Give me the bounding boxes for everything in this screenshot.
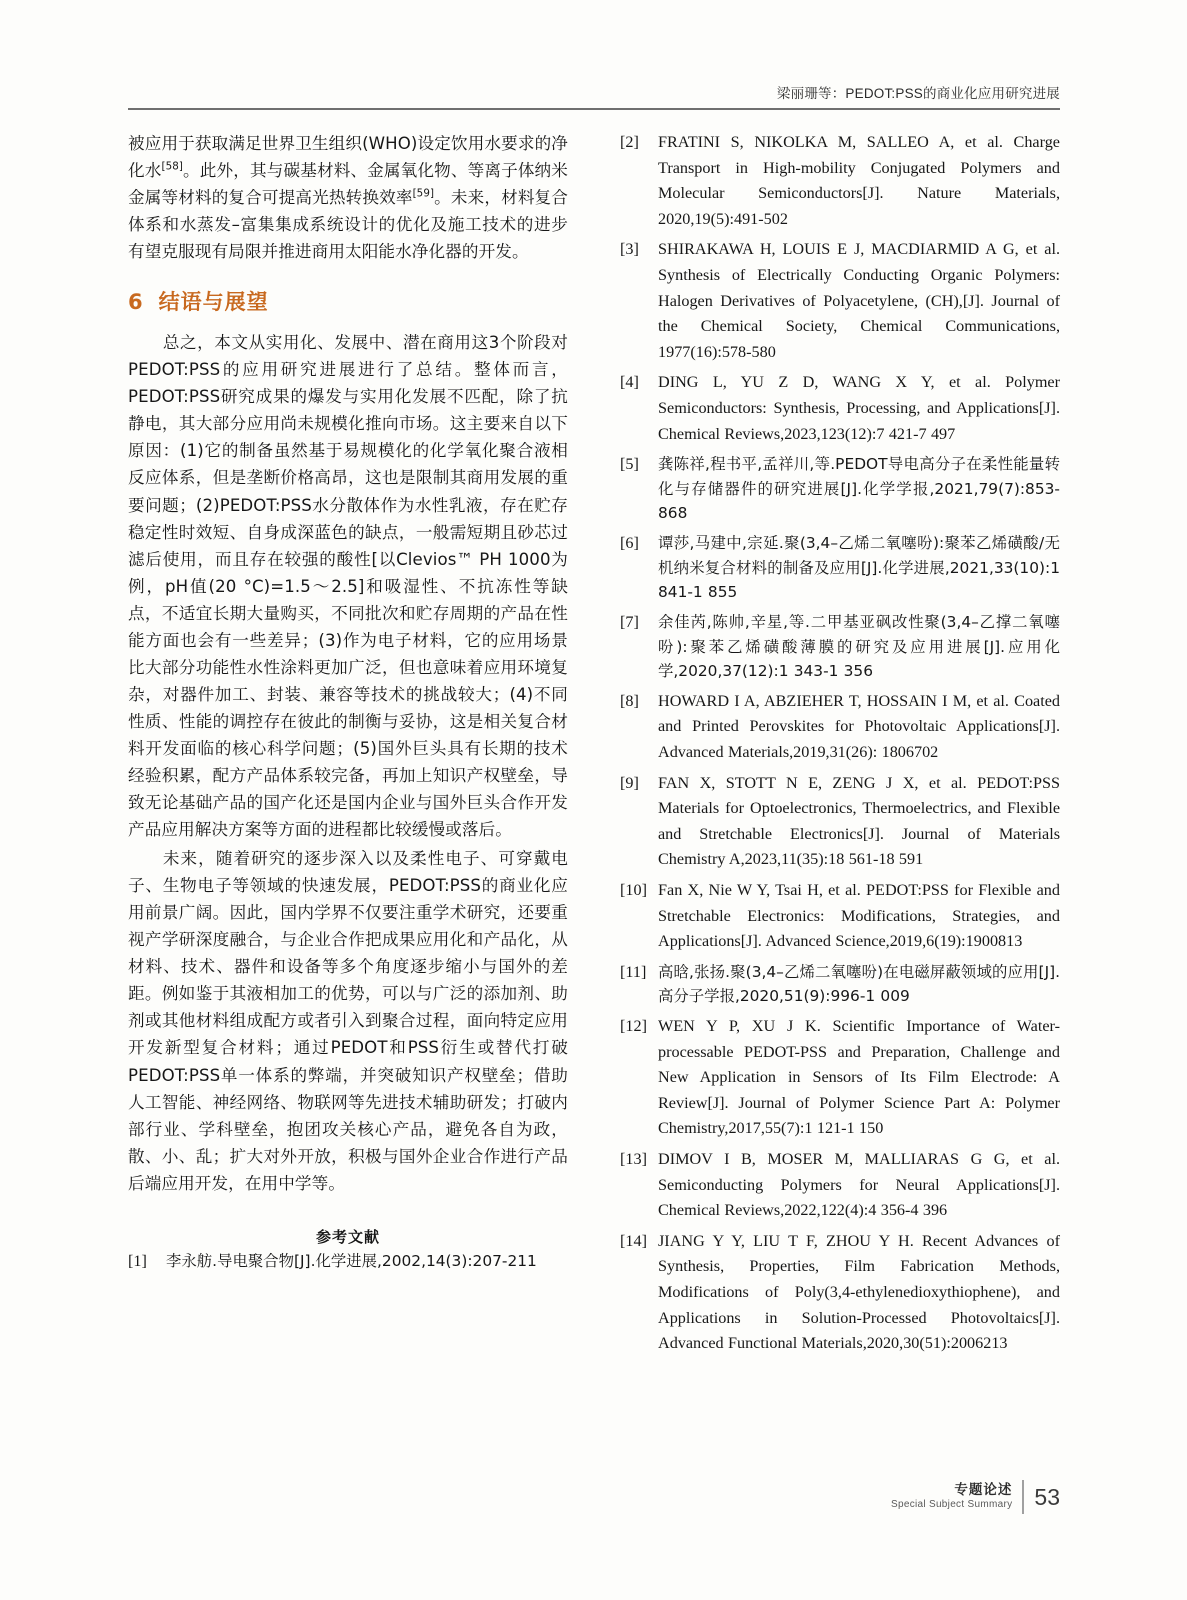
reference-text: DING L, YU Z D, WANG X Y, et al. Polymer Semiconductors: Synthesis, Processing, and Applications[J]. Chemical Reviews,2023,123(12):7 421-7 497 bbox=[658, 373, 1060, 443]
body-paragraph-1: 总之，本文从实用化、发展中、潜在商用这3个阶段对PEDOT:PSS的应用研究进展进行了总结。整体而言，PEDOT:PSS研究成果的爆发与实用化发展不匹配，除了抗静电，其大部分应用尚未规模化推向市场。这主要来自以下原因：(1)它的制备虽然基于易规模化的化学氧化聚合液相反应体系，但是垄断价格高昂，这也是限制其商用发展的重要问题；(2)PEDOT:PSS水分散体作为水性乳液，存在贮存稳定性时效短、自身成深蓝色的缺点，一般需短期且砂芯过滤后使用，而且存在较强的酸性[以Clevios™ PH 1000为例，pH值(20 °C)=1.5～2.5]和吸湿性、不抗冻性等缺点，不适宜长期大量购买，不同批次和贮存周期的产品在性能方面也会有一些差异；(3)作为电子材料，它的应用场景比大部分功能性水性涂料更加广泛，但也意味着应用环境复杂，对器件加工、封装、兼容等技术的挑战较大；(4)不同性质、性能的调控存在彼此的制衡与妥协，这是相关复合材料开发面临的核心科学问题；(5)国外巨头具有长期的技术经验积累，配方产品体系较完备，再加上知识产权壁垒，导致无论基础产品的国产化还是国内企业与国外巨头合作开发产品应用解决方案等方面的进程都比较缓慢或落后。 bbox=[128, 333, 568, 840]
page-number: 53 bbox=[1034, 1483, 1060, 1510]
reference-item bbox=[620, 452, 1060, 526]
reference-number: [1] bbox=[128, 1252, 147, 1271]
reference-item bbox=[620, 878, 1060, 955]
reference-number: [5] bbox=[620, 455, 639, 474]
reference-text: FAN X, STOTT N E, ZENG J X, et al. PEDOT:PSS Materials for Optoelectronics, Thermoelectrics, and Flexible and Stretchable Electronics[J]. Journal of Materials Chemistry A,2023,11(35):18 561-18 591 bbox=[658, 773, 1060, 869]
reference-text: FRATINI S, NIKOLKA M, SALLEO A, et al. Charge Transport in High-mobility Conjugated Polymers and Molecular Semiconductors[J]. Nature Materials, 2020,19(5):491-502 bbox=[658, 133, 1060, 228]
header-divider bbox=[128, 108, 1060, 110]
reference-text: HOWARD I A, ABZIEHER T, HOSSAIN I M, et al. Coated and Printed Perovskites for Photovoltaic Applications[J]. Advanced Materials,2019,31(26): 1806702 bbox=[658, 691, 1060, 762]
running-header: 梁丽珊等：PEDOT:PSS的商业化应用研究进展 bbox=[776, 86, 1060, 101]
right-column bbox=[620, 130, 1060, 1362]
reference-item bbox=[620, 1147, 1060, 1224]
body-paragraph-2: 未来，随着研究的逐步深入以及柔性电子、可穿戴电子、生物电子等领域的快速发展，PEDOT:PSS的商业化应用前景广阔。因此，国内学界不仅要注重学术研究，还要重视产学研深度融合，与企业合作把成果应用化和产品化，从材料、技术、器件和设备等多个角度逐步缩小与国外的差距。例如鉴于其液相加工的优势，可以与广泛的添加剂、助剂或其他材料组成配方或者引入到聚合过程，面向特定应用开发新型复合材料；通过PEDOT和PSS衍生或替代打破PEDOT:PSS单一体系的弊端，并突破知识产权壁垒；借助人工智能、神经网络、物联网等先进技术辅助研发；打破内部行业、学科壁垒，抱团攻关核心产品，避免各自为政，散、小、乱；扩大对外开放，积极与国外企业合作进行产品后端应用开发，在用中学等。 bbox=[128, 849, 568, 1193]
reference-text: 龚陈祥,程书平,孟祥川,等.PEDOT导电高分子在柔性能量转化与存储器件的研究进展[J].化学学报,2021,79(7):853-868 bbox=[658, 455, 1060, 523]
reference-number: [13] bbox=[620, 1150, 647, 1169]
footer-section-label bbox=[891, 1483, 1012, 1511]
reference-number: [6] bbox=[620, 534, 639, 553]
reference-number: [4] bbox=[620, 373, 639, 392]
left-column bbox=[128, 130, 568, 1280]
reference-text: SHIRAKAWA H, LOUIS E J, MACDIARMID A G, et al. Synthesis of Electrically Conducting Organic Polymers: Halogen Derivatives of Polyacetylene, (CH),[J]. Journal of the Chemical Society, Chemical Communications, 1977(16):578-580 bbox=[658, 240, 1060, 361]
reference-item bbox=[620, 610, 1060, 684]
reference-item bbox=[128, 1249, 568, 1275]
reference-number: [3] bbox=[620, 240, 639, 259]
reference-item bbox=[620, 1014, 1060, 1142]
footer-label-en: Special Subject Summary bbox=[891, 1499, 1013, 1511]
reference-number: [12] bbox=[620, 1017, 647, 1036]
reference-item bbox=[620, 1229, 1060, 1357]
reference-number: [10] bbox=[620, 881, 647, 900]
reference-text: DIMOV I B, MOSER M, MALLIARAS G G, et al. Semiconducting Polymers for Neural Applications[J]. Chemical Reviews,2022,122(4):4 356-4 396 bbox=[658, 1150, 1060, 1220]
reference-text: WEN Y P, XU J K. Scientific Importance of Water-processable PEDOT-PSS and Preparation, Challenge and New Application in Sensors of Its Film Electrode: A Review[J]. Journal of Polymer Science Part A: Polymer Chemistry,2017,55(7):1 121-1 150 bbox=[658, 1017, 1060, 1138]
reference-item bbox=[620, 370, 1060, 447]
reference-item bbox=[620, 130, 1060, 232]
section-heading bbox=[128, 285, 568, 319]
section-title: 结语与展望 bbox=[158, 290, 269, 315]
section-number: 6 bbox=[128, 290, 143, 315]
reference-item bbox=[620, 237, 1060, 365]
reference-number: [2] bbox=[620, 133, 639, 151]
reference-text: 余佳芮,陈帅,辛星,等.二甲基亚砜改性聚(3,4–乙撑二氧噻吩):聚苯乙烯磺酸薄膜的研究及应用进展[J].应用化学,2020,37(12):1 343-1 356 bbox=[658, 612, 1060, 681]
reference-text: 谭莎,马建中,宗延.聚(3,4–乙烯二氧噻吩):聚苯乙烯磺酸/无机纳米复合材料的制备及应用[J].化学进展,2021,33(10):1 841-1 855 bbox=[658, 534, 1060, 602]
reference-text: Fan X, Nie W Y, Tsai H, et al. PEDOT:PSS for Flexible and Stretchable Electronics: Modifications, Strategies, and Applications[J]. Advanced Science,2019,6(19):1900813 bbox=[658, 881, 1060, 951]
reference-text: 李永舫.导电聚合物[J].化学进展,2002,14(3):207-211 bbox=[166, 1252, 537, 1271]
reference-text: 高晗,张扬.聚(3,4–乙烯二氧噻吩)在电磁屏蔽领域的应用[J].高分子学报,2020,51(9):996-1 009 bbox=[658, 962, 1060, 1006]
continued-paragraph: 被应用于获取满足世界卫生组织(WHO)设定饮用水要求的净化水[58]。此外，其与碳基材料、金属氧化物、等离子体纳米金属等材料的复合可提高光热转换效率[59]。未来，材料复合体系和水蒸发–富集集成系统设计的优化及施工技术的进步有望克服现有局限并推进商用太阳能水净化器的开发。 bbox=[128, 134, 568, 262]
citation-marker-58: [58] bbox=[161, 160, 183, 173]
reference-text: JIANG Y Y, LIU T F, ZHOU Y H. Recent Advances of Synthesis, Properties, Film Fabrication Methods, Modifications of Poly(3,4-ethylenedioxythiophene), and Applications in Solution-Processed Photovoltaics[J]. Advanced Functional Materials,2020,30(51):2006213 bbox=[658, 1231, 1060, 1353]
reference-number: [11] bbox=[620, 962, 647, 981]
footer-label-cn: 专题论述 bbox=[954, 1482, 1013, 1499]
reference-number: [8] bbox=[620, 691, 639, 710]
footer-divider bbox=[1022, 1480, 1024, 1514]
references-heading: 参考文献 bbox=[315, 1227, 380, 1246]
reference-item bbox=[620, 531, 1060, 605]
page-footer bbox=[620, 1480, 1060, 1514]
reference-item bbox=[620, 960, 1060, 1009]
reference-item bbox=[620, 689, 1060, 766]
reference-number: [9] bbox=[620, 773, 639, 792]
reference-number: [14] bbox=[620, 1231, 647, 1250]
citation-marker-59: [59] bbox=[412, 187, 435, 200]
reference-number: [7] bbox=[620, 612, 639, 631]
reference-item bbox=[620, 771, 1060, 873]
